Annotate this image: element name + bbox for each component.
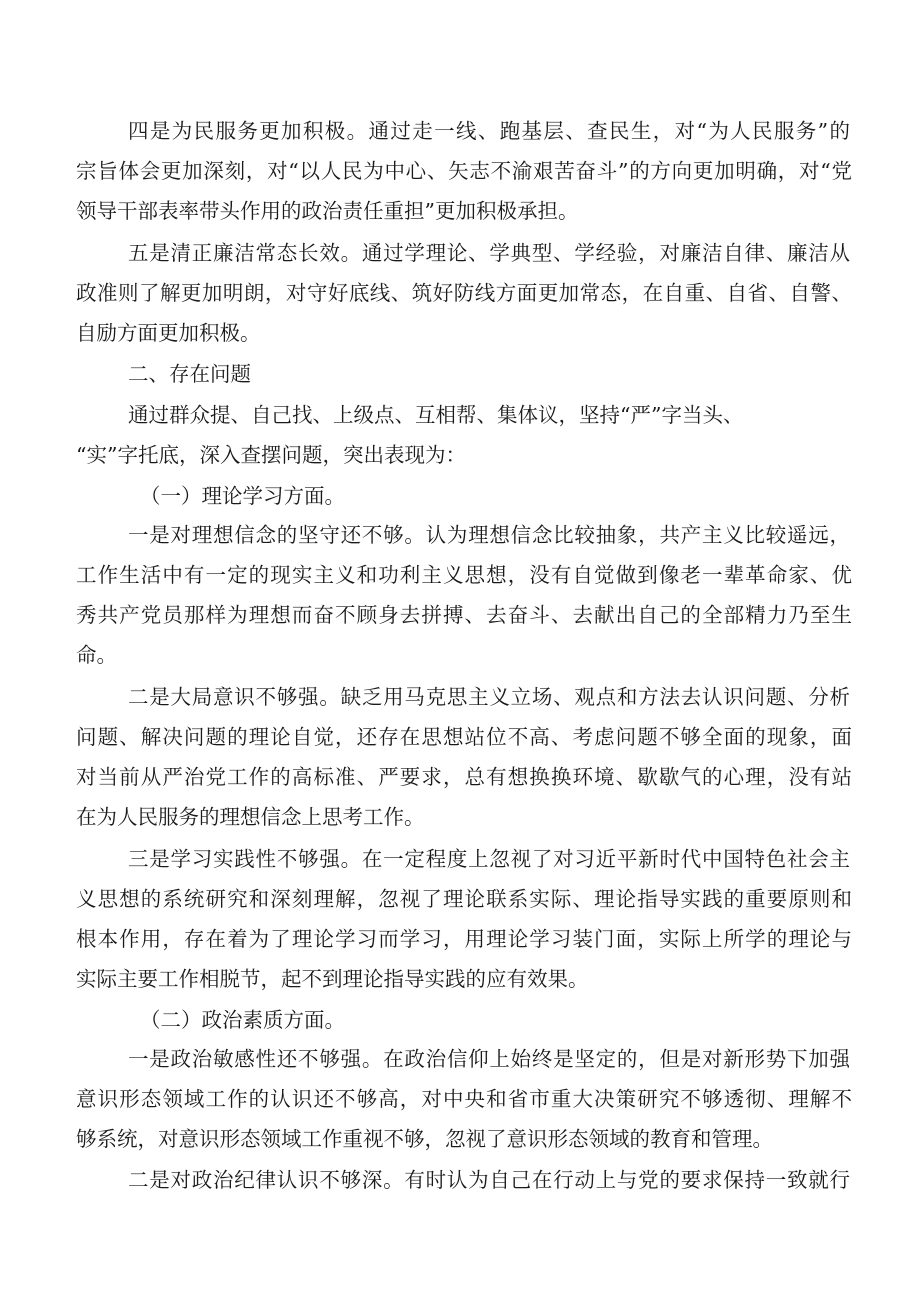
text-line: 三是学习实践性不够强。在一定程度上忽视了对习近平新时代中国特色社会主 <box>128 847 850 871</box>
text-line: 秀共产党员那样为理想而奋不顾身去拼搏、去奋斗、去献出自己的全部精力乃至生 <box>76 603 852 627</box>
text-line: 问题、解决问题的理论自觉，还存在思想站位不高、考虑问题不够全面的现象，面 <box>76 725 852 749</box>
text-line: 领导干部表率带头作用的政治责任重担”更加积极承担。 <box>76 199 579 223</box>
subheading-political-quality: （二）政治素质方面。 <box>140 1008 345 1032</box>
text-line: 义思想的系统研究和深刻理解，忽视了理论联系实际、理论指导实践的重要原则和 <box>76 887 852 911</box>
text-line: 通过群众提、自己找、上级点、互相帮、集体议，坚持“严”字当头、 <box>128 403 744 427</box>
text-line: 政准则了解更加明朗，对守好底线、筑好防线方面更加常态，在自重、自省、自警、 <box>76 281 852 305</box>
text-line: 够系统，对意识形态领域工作重视不够，忽视了意识形态领域的教育和管理。 <box>76 1127 773 1151</box>
text-line: “实”字托底，深入查摆问题，突出表现为： <box>76 443 466 467</box>
text-line: 实际主要工作相脱节，起不到理论指导实践的应有效果。 <box>76 967 589 991</box>
section-heading-problems: 二、存在问题 <box>128 362 251 386</box>
text-line: 在为人民服务的理想信念上思考工作。 <box>76 805 425 829</box>
text-line: 意识形态领域工作的认识还不够高，对中央和省市重大决策研究不够透彻、理解不 <box>76 1087 852 1111</box>
text-line: 根本作用，存在着为了理论学习而学习，用理论学习装门面，实际上所学的理论与 <box>76 927 852 951</box>
subheading-theory-study: （一）理论学习方面。 <box>140 484 345 508</box>
text-line: 工作生活中有一定的现实主义和功利主义思想，没有自觉做到像老一辈革命家、优 <box>76 563 852 587</box>
text-line: 一是对理想信念的坚守还不够。认为理想信念比较抽象，共产主义比较遥远， <box>128 523 850 547</box>
text-line: 一是政治敏感性还不够强。在政治信仰上始终是坚定的，但是对新形势下加强 <box>128 1047 850 1071</box>
text-line: 四是为民服务更加积极。通过走一线、跑基层、查民生，对“为人民服务”的 <box>128 119 850 143</box>
text-line: 宗旨体会更加深刻，对“以人民为中心、矢志不渝艰苦奋斗”的方向更加明确，对“党 <box>76 159 852 183</box>
text-line: 二是大局意识不够强。缺乏用马克思主义立场、观点和方法去认识问题、分析 <box>128 685 850 709</box>
text-line: 五是清正廉洁常态长效。通过学理论、学典型、学经验，对廉洁自律、廉洁从 <box>128 241 850 265</box>
text-line: 对当前从严治党工作的高标准、严要求，总有想换换环境、歇歇气的心理，没有站 <box>76 765 852 789</box>
text-line: 自励方面更加积极。 <box>76 321 261 345</box>
text-line: 二是对政治纪律认识不够深。有时认为自己在行动上与党的要求保持一致就行 <box>128 1168 850 1192</box>
text-line: 命。 <box>76 643 117 667</box>
